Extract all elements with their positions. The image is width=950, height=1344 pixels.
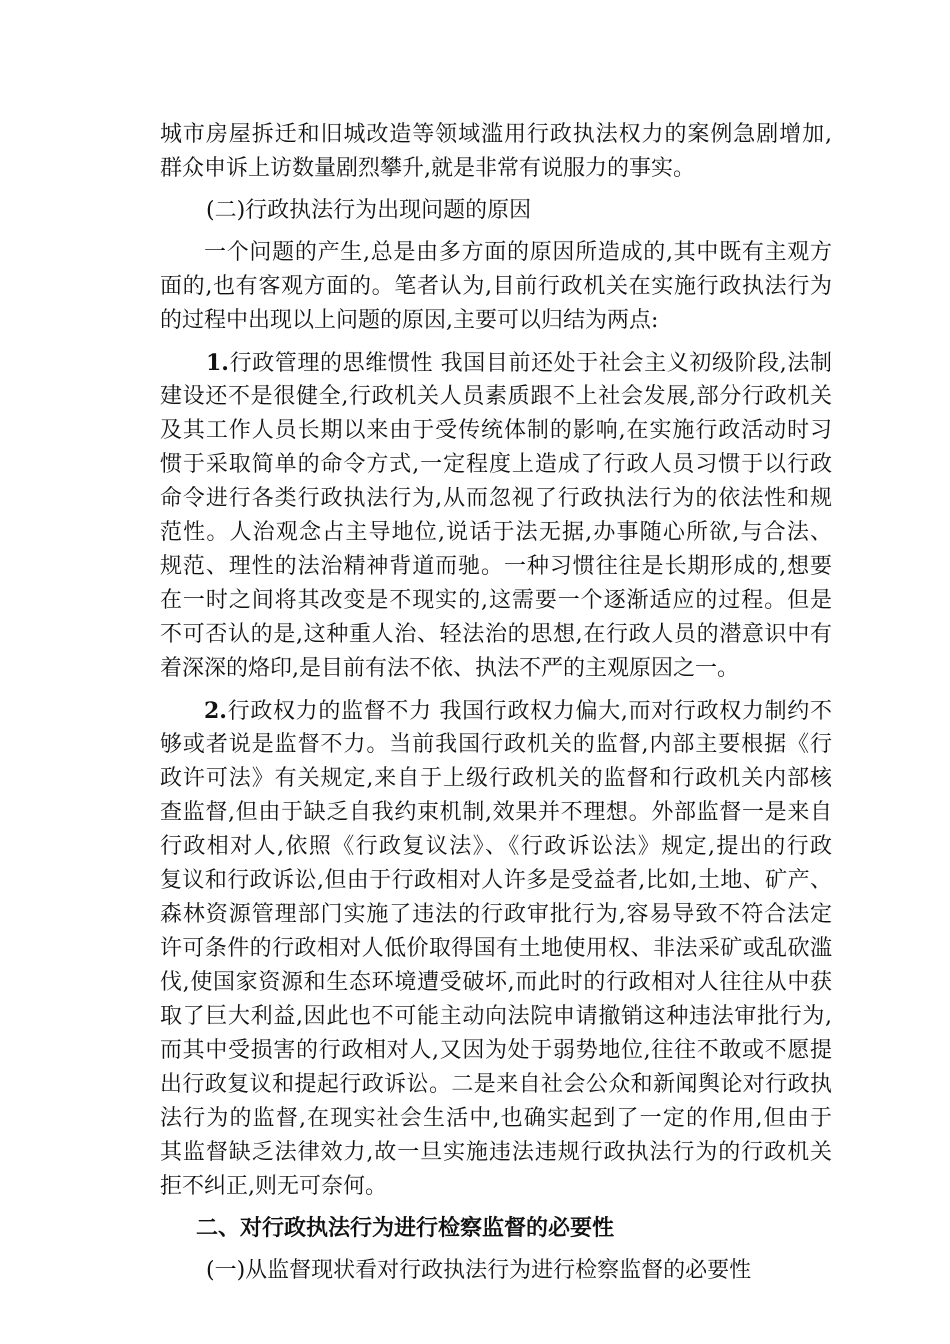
point-1-first-line: [160, 346, 832, 380]
intro-line-1: 城市房屋拆迁和旧城改造等领域滥用行政执法权力的案例急剧增加,: [160, 122, 832, 147]
point-2-line: 复议和行政诉讼,但由于行政相对人许多是受益者,比如,土地、矿产、: [160, 868, 832, 893]
section-heading: 二、对行政执法行为进行检察监督的必要性: [196, 1216, 615, 1241]
point-2-number: 2.: [204, 698, 227, 724]
point-2-line: 其监督缺乏法律效力,故一旦实施违法违规行政执法行为的行政机关: [160, 1140, 832, 1165]
point-2-line: 政许可法》有关规定,来自于上级行政机关的监督和行政机关内部核: [160, 766, 832, 791]
point-2-line: 而其中受损害的行政相对人,又因为处于弱势地位,往往不敢或不愿提: [160, 1038, 832, 1063]
point-1-line: 命令进行各类行政执法行为,从而忽视了行政执法行为的依法性和规: [160, 486, 832, 511]
intro-paragraph: [160, 118, 832, 186]
point-2-line: 森林资源管理部门实施了违法的行政审批行为,容易导致不符合法定: [160, 902, 832, 927]
intro-line-2: 群众申诉上访数量剧烈攀升,就是非常有说服力的事实。: [160, 156, 695, 181]
point-2-paragraph: [160, 694, 832, 1204]
point-2-line: 拒不纠正,则无可奈何。: [160, 1174, 387, 1199]
subheading-causes: (二)行政执法行为出现问题的原因: [206, 198, 532, 223]
point-1-lead: 行政管理的思维惯性: [228, 351, 434, 376]
point-1-line: 着深深的烙印,是目前有法不依、执法不严的主观原因之一。: [160, 656, 739, 681]
point-2-line: 法行为的监督,在现实社会生活中,也确实起到了一定的作用,但由于: [160, 1106, 832, 1131]
point-2-lead: 行政权力的监督不力: [226, 699, 432, 724]
document-page: [160, 118, 832, 1288]
point-2-first-line: [160, 694, 832, 728]
point-1-first-rest: 我国目前还处于社会主义初级阶段,法制: [433, 351, 832, 376]
point-2-line: 出行政复议和提起行政诉讼。二是来自社会公众和新闻舆论对行政执: [160, 1072, 832, 1097]
point-1-paragraph: [160, 346, 832, 686]
point-1-line: 范性。人治观念占主导地位,说话于法无据,办事随心所欲,与合法、: [160, 520, 832, 545]
point-2-line: 查监督,但由于缺乏自我约束机制,效果并不理想。外部监督一是来自: [160, 800, 832, 825]
cause-line-3: 的过程中出现以上问题的原因,主要可以归结为两点:: [160, 308, 659, 333]
point-1-number: 1.: [206, 350, 229, 376]
point-1-line: 规范、理性的法治精神背道而驰。一种习惯往往是长期形成的,想要: [160, 554, 832, 579]
cause-line-2: 面的,也有客观方面的。笔者认为,目前行政机关在实施行政执法行为: [160, 274, 832, 299]
point-2-line: 行政相对人,依照《行政复议法》、《行政诉讼法》规定,提出的行政: [160, 834, 832, 859]
point-2-line: 伐,使国家资源和生态环境遭受破坏,而此时的行政相对人往往从中获: [160, 970, 832, 995]
point-1-line: 建设还不是很健全,行政机关人员素质跟不上社会发展,部分行政机关: [160, 384, 832, 409]
point-2-line: 取了巨大利益,因此也不可能主动向法院申请撤销这种违法审批行为,: [160, 1004, 832, 1029]
point-1-line: 不可否认的是,这种重人治、轻法治的思想,在行政人员的潜意识中有: [160, 622, 832, 647]
point-2-line: 够或者说是监督不力。当前我国行政机关的监督,内部主要根据《行: [160, 732, 832, 757]
point-1-line: 及其工作人员长期以来由于受传统体制的影响,在实施行政活动时习: [160, 418, 832, 443]
point-1-line: 在一时之间将其改变是不现实的,这需要一个逐渐适应的过程。但是: [160, 588, 832, 613]
cause-paragraph: [160, 236, 832, 338]
point-2-line: 许可条件的行政相对人低价取得国有土地使用权、非法采矿或乱砍滥: [160, 936, 832, 961]
point-1-line: 惯于采取简单的命令方式,一定程度上造成了行政人员习惯于以行政: [160, 452, 832, 477]
cause-line-1: 一个问题的产生,总是由多方面的原因所造成的,其中既有主观方: [204, 240, 832, 265]
subheading-monitoring-status: (一)从监督现状看对行政执法行为进行检察监督的必要性: [206, 1258, 752, 1283]
point-2-first-rest: 我国行政权力偏大,而对行政权力制约不: [431, 699, 832, 724]
